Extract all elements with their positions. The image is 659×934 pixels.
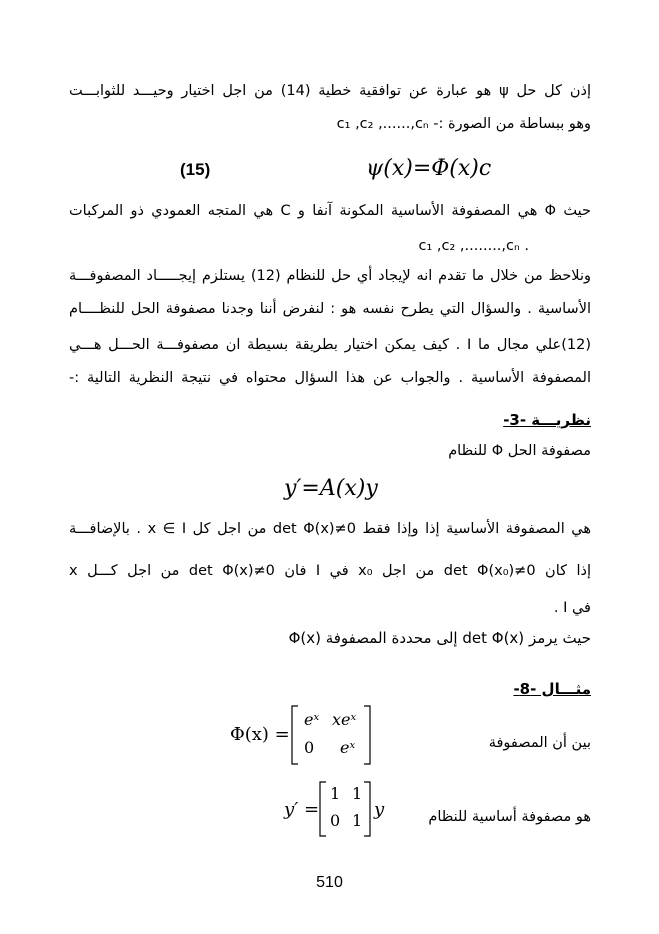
theorem-line-3: إذا كان det Φ(x₀)≠0 من اجل x₀ في I فان det Φ(x)≠0 من اجل كـــل x xyxy=(69,563,592,579)
example-heading: مثـــال -8- xyxy=(513,680,591,698)
phi-matrix xyxy=(290,704,372,766)
paragraph-line-3: حيث Φ هي المصفوفة الأساسية المكونة آنفا و C هي المتجه العمودي ذو المركبات xyxy=(69,203,591,219)
theorem-heading: نظريـــة -3- xyxy=(503,411,591,429)
theorem-line-2: هي المصفوفة الأساسية إذا وإذا فقط det Φ(x)≠0 من اجل كل x ∈ I . بالإضافـــة xyxy=(69,521,591,537)
phi-cell-21: 0 xyxy=(304,738,315,757)
theorem-line-4: في I . xyxy=(553,600,591,616)
a-cell-12: 1 xyxy=(352,784,363,803)
paragraph-line-2: وهو ببساطة من الصورة :- c₁ ,c₂ ,......,cₙ xyxy=(336,116,591,132)
theorem-line-1: مصفوفة الحل Φ للنظام xyxy=(448,443,591,459)
system-equation: y′=A(x)y xyxy=(284,476,378,501)
phi-cell-11: eˣ xyxy=(304,710,320,729)
equation-15: ψ(x)=Φ(x)c xyxy=(366,156,492,181)
paragraph-line-8: المصفوفة الأساسية . والجواب عن هذا السؤال محتواه في نتيجة النظرية التالية :- xyxy=(69,370,591,386)
paragraph-line-4: . c₁ ,c₂ ,........,cₙ xyxy=(418,238,529,254)
example-line-2: هو مصفوفة أساسية للنظام xyxy=(428,809,591,825)
phi-lhs: Φ(x) = xyxy=(230,724,290,745)
a-cell-11: 1 xyxy=(330,784,341,803)
a-matrix xyxy=(318,780,372,838)
phi-cell-22: eˣ xyxy=(340,738,356,757)
paragraph-line-5: ونلاحظ من خلال ما تقدم انه لإيجاد أي حل للنظام (12) يستلزم إيجـــــاد المصفوفـــة xyxy=(69,268,592,284)
page-number: 510 xyxy=(316,874,343,891)
a-cell-22: 1 xyxy=(352,811,363,830)
paragraph-line-6: الأساسية . والسؤال التي يطرح نفسه هو : لنفرض أننا وجدنا مصفوفة الحل للنظــــام xyxy=(69,301,591,317)
yprime-rhs: y xyxy=(374,799,385,820)
phi-cell-12: xeˣ xyxy=(332,710,357,729)
matrix-brackets xyxy=(290,704,372,766)
matrix-brackets xyxy=(318,780,372,838)
paragraph-line-7: (12)علي مجال ما I . كيف يمكن اختيار بطريقة بسيطة ان مصفوفـــة الحـــل هـــي xyxy=(69,337,591,353)
equation-number-15: (15) xyxy=(180,160,211,179)
example-line-1: بين أن المصفوفة xyxy=(488,735,591,751)
paragraph-line-1: إذن كل حل ψ هو عبارة عن توافقية خطية (14) من اجل اختيار وحيـــد للثوابـــت xyxy=(69,83,591,99)
yprime-lhs: y′ = xyxy=(284,799,320,820)
a-cell-21: 0 xyxy=(330,811,341,830)
theorem-line-5: حيث يرمز det Φ(x) إلى محددة المصفوفة Φ(x) xyxy=(288,629,591,647)
